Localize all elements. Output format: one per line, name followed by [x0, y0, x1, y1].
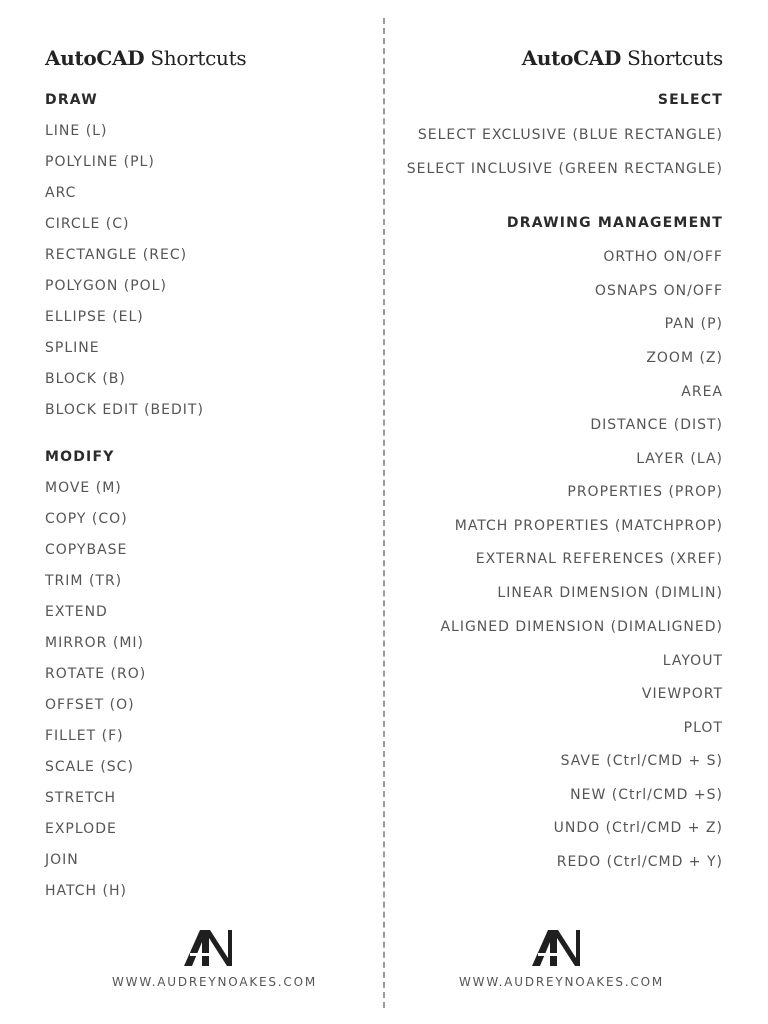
mgmt-item-viewport: VIEWPORT — [641, 686, 723, 702]
modify-item-trim: TRIM (TR) — [45, 573, 123, 589]
modify-item-fillet: FILLET (F) — [45, 728, 124, 744]
mgmt-item-xref: EXTERNAL REFERENCES (XREF) — [475, 551, 723, 567]
right-title-brand: AutoCAD — [521, 46, 622, 70]
draw-item-polyline: POLYLINE (PL) — [45, 154, 155, 170]
an-monogram-icon — [170, 928, 250, 968]
mgmt-item-properties: PROPERTIES (PROP) — [567, 484, 723, 500]
modify-item-join: JOIN — [45, 852, 79, 868]
draw-item-block: BLOCK (B) — [45, 371, 126, 387]
select-item-inclusive: SELECT INCLUSIVE (GREEN RECTANGLE) — [406, 161, 723, 177]
mgmt-item-linear-dimension: LINEAR DIMENSION (DIMLIN) — [497, 585, 723, 601]
an-monogram-icon — [518, 928, 598, 968]
drawing-management-heading: DRAWING MANAGEMENT — [506, 215, 723, 231]
mgmt-item-layout: LAYOUT — [662, 653, 723, 669]
modify-item-move: MOVE (M) — [45, 480, 122, 496]
modify-item-extend: EXTEND — [45, 604, 108, 620]
website-link-right[interactable]: WWW.AUDREYNOAKES.COM — [459, 975, 664, 989]
modify-heading: MODIFY — [45, 449, 115, 465]
modify-item-scale: SCALE (SC) — [45, 759, 134, 775]
draw-item-block-edit: BLOCK EDIT (BEDIT) — [45, 402, 204, 418]
mgmt-item-new: NEW (Ctrl/CMD +S) — [570, 787, 723, 803]
mgmt-item-redo: REDO (Ctrl/CMD + Y) — [556, 854, 723, 870]
left-title — [45, 46, 246, 70]
modify-item-stretch: STRETCH — [45, 790, 117, 806]
mgmt-item-plot: PLOT — [683, 720, 723, 736]
select-heading: SELECT — [657, 92, 723, 108]
mgmt-item-pan: PAN (P) — [664, 316, 723, 332]
draw-item-ellipse: ELLIPSE (EL) — [45, 309, 144, 325]
mgmt-item-osnaps: OSNAPS ON/OFF — [594, 283, 723, 299]
draw-heading: DRAW — [45, 92, 98, 108]
left-title-brand: AutoCAD — [45, 46, 145, 70]
right-title — [522, 46, 723, 70]
modify-item-explode: EXPLODE — [45, 821, 117, 837]
modify-item-copybase: COPYBASE — [45, 542, 128, 558]
select-item-exclusive: SELECT EXCLUSIVE (BLUE RECTANGLE) — [417, 127, 723, 143]
mgmt-item-undo: UNDO (Ctrl/CMD + Z) — [553, 820, 723, 836]
modify-item-offset: OFFSET (O) — [45, 697, 135, 713]
mgmt-item-ortho: ORTHO ON/OFF — [603, 249, 723, 265]
draw-item-circle: CIRCLE (C) — [45, 216, 130, 232]
right-title-suffix: Shortcuts — [627, 46, 723, 70]
mgmt-item-layer: LAYER (LA) — [636, 451, 723, 467]
modify-item-copy: COPY (CO) — [45, 511, 128, 527]
mgmt-item-save: SAVE (Ctrl/CMD + S) — [560, 753, 723, 769]
draw-item-line: LINE (L) — [45, 123, 108, 139]
draw-item-rectangle: RECTANGLE (REC) — [45, 247, 188, 263]
mgmt-item-area: AREA — [681, 384, 723, 400]
mgmt-item-match-properties: MATCH PROPERTIES (MATCHPROP) — [454, 518, 723, 534]
mgmt-item-zoom: ZOOM (Z) — [646, 350, 723, 366]
draw-item-arc: ARC — [45, 185, 77, 201]
modify-item-rotate: ROTATE (RO) — [45, 666, 147, 682]
left-title-suffix: Shortcuts — [150, 46, 247, 70]
website-link-left[interactable]: WWW.AUDREYNOAKES.COM — [112, 975, 317, 989]
dashed-divider — [383, 18, 385, 1008]
draw-item-polygon: POLYGON (POL) — [45, 278, 167, 294]
modify-item-mirror: MIRROR (MI) — [45, 635, 144, 651]
draw-item-spline: SPLINE — [45, 340, 100, 356]
mgmt-item-aligned-dimension: ALIGNED DIMENSION (DIMALIGNED) — [440, 619, 723, 635]
mgmt-item-distance: DISTANCE (DIST) — [590, 417, 723, 433]
modify-item-hatch: HATCH (H) — [45, 883, 127, 899]
